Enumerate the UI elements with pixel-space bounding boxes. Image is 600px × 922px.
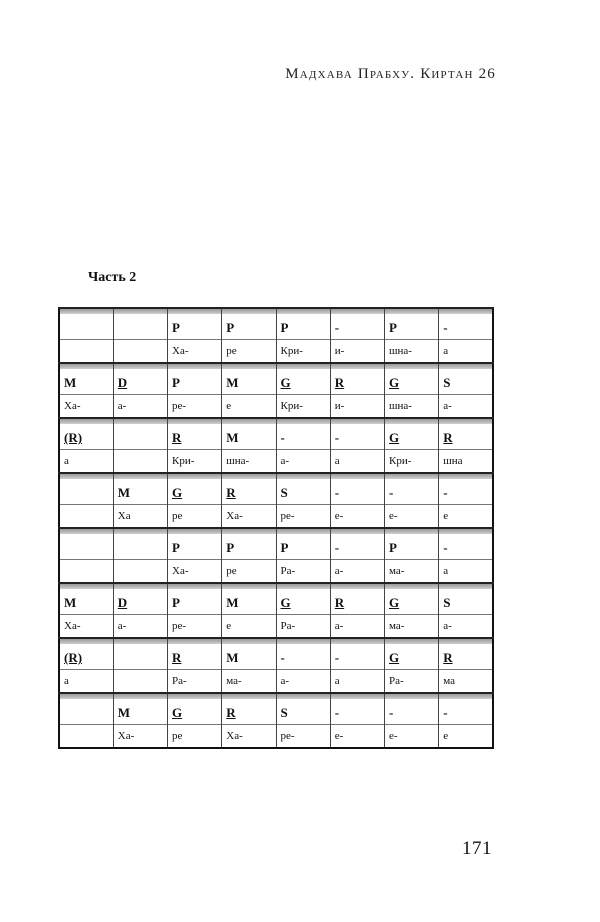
lyric-cell: а	[59, 670, 113, 694]
lyric-cell: Ха-	[222, 505, 276, 529]
swara-cell: P	[222, 528, 276, 560]
lyric-cell: е	[439, 505, 493, 529]
lyric-cell: а	[330, 450, 384, 474]
swara-cell: -	[276, 638, 330, 670]
lyric-cell: и-	[330, 340, 384, 364]
lyric-row	[59, 560, 493, 584]
lyric-cell	[113, 560, 167, 584]
lyric-cell: Ра-	[276, 560, 330, 584]
swara-cell: G	[385, 363, 439, 395]
swara-row	[59, 583, 493, 615]
lyric-cell: ма-	[385, 615, 439, 639]
lyric-cell	[113, 450, 167, 474]
swara-cell: R	[330, 363, 384, 395]
lyric-cell: Ра-	[276, 615, 330, 639]
swara-cell: -	[330, 638, 384, 670]
swara-cell: G	[385, 418, 439, 450]
swara-cell: (R)	[59, 418, 113, 450]
swara-cell: M	[59, 363, 113, 395]
swara-cell: -	[439, 528, 493, 560]
lyric-cell	[59, 560, 113, 584]
swara-cell: (R)	[59, 638, 113, 670]
swara-cell	[59, 693, 113, 725]
swara-cell	[59, 473, 113, 505]
swara-row	[59, 693, 493, 725]
swara-cell: P	[168, 308, 222, 340]
swara-cell: R	[168, 638, 222, 670]
swara-cell: G	[385, 583, 439, 615]
lyric-cell: шна-	[222, 450, 276, 474]
swara-cell: M	[222, 363, 276, 395]
lyric-cell: е-	[385, 505, 439, 529]
swara-cell: P	[222, 308, 276, 340]
swara-cell: M	[113, 693, 167, 725]
swara-cell: P	[276, 528, 330, 560]
swara-cell: S	[439, 583, 493, 615]
lyric-cell: ре-	[276, 725, 330, 749]
lyric-cell: шна-	[385, 340, 439, 364]
lyric-cell: а	[330, 670, 384, 694]
lyric-cell: Ра-	[168, 670, 222, 694]
swara-cell: S	[276, 693, 330, 725]
lyric-cell: Ха-	[59, 615, 113, 639]
lyric-cell: е-	[385, 725, 439, 749]
page-number: 171	[462, 838, 492, 859]
lyric-cell: ма	[439, 670, 493, 694]
lyric-cell	[59, 725, 113, 749]
swara-cell	[113, 308, 167, 340]
swara-cell: R	[222, 473, 276, 505]
swara-cell: D	[113, 363, 167, 395]
swara-cell: R	[168, 418, 222, 450]
swara-cell: G	[276, 583, 330, 615]
swara-row	[59, 363, 493, 395]
swara-row	[59, 308, 493, 340]
swara-cell: P	[168, 528, 222, 560]
lyric-cell: а	[439, 560, 493, 584]
swara-cell: R	[222, 693, 276, 725]
swara-cell: M	[222, 418, 276, 450]
lyric-cell	[113, 670, 167, 694]
lyric-cell: ма-	[385, 560, 439, 584]
swara-cell: -	[439, 308, 493, 340]
lyric-cell: шна-	[385, 395, 439, 419]
lyric-cell: Ха-	[168, 560, 222, 584]
lyric-cell: ре	[168, 505, 222, 529]
notation-body	[59, 308, 493, 748]
lyric-cell: ма-	[222, 670, 276, 694]
lyric-cell: Кри-	[276, 340, 330, 364]
swara-cell: P	[168, 583, 222, 615]
swara-cell: G	[168, 473, 222, 505]
swara-cell: G	[168, 693, 222, 725]
lyric-row	[59, 670, 493, 694]
lyric-cell: е	[439, 725, 493, 749]
lyric-cell: Ха-	[113, 725, 167, 749]
swara-cell: -	[276, 418, 330, 450]
lyric-cell: Ха	[113, 505, 167, 529]
swara-cell: P	[385, 308, 439, 340]
swara-cell: M	[59, 583, 113, 615]
lyric-cell: а-	[113, 615, 167, 639]
swara-cell: R	[330, 583, 384, 615]
swara-row	[59, 528, 493, 560]
lyric-cell: ре-	[168, 615, 222, 639]
swara-cell: S	[439, 363, 493, 395]
lyric-cell	[113, 340, 167, 364]
swara-cell: S	[276, 473, 330, 505]
lyric-cell: а	[439, 340, 493, 364]
lyric-cell: а-	[330, 615, 384, 639]
swara-cell: -	[439, 473, 493, 505]
lyric-cell: Кри-	[168, 450, 222, 474]
swara-cell: M	[222, 638, 276, 670]
lyric-cell: а-	[439, 395, 493, 419]
swara-cell	[59, 308, 113, 340]
swara-cell: G	[385, 638, 439, 670]
swara-cell: M	[113, 473, 167, 505]
lyric-cell: а-	[330, 560, 384, 584]
lyric-cell: е	[222, 395, 276, 419]
lyric-cell: ре-	[168, 395, 222, 419]
swara-cell: -	[330, 308, 384, 340]
lyric-cell: шна	[439, 450, 493, 474]
swara-cell: M	[222, 583, 276, 615]
swara-row	[59, 473, 493, 505]
lyric-cell: и-	[330, 395, 384, 419]
lyric-cell: е-	[330, 725, 384, 749]
swara-cell: -	[385, 693, 439, 725]
lyric-cell: ре	[222, 340, 276, 364]
lyric-cell: а-	[276, 450, 330, 474]
swara-cell: P	[168, 363, 222, 395]
swara-cell: -	[330, 528, 384, 560]
swara-cell	[59, 528, 113, 560]
lyric-cell: Кри-	[385, 450, 439, 474]
swara-cell	[113, 638, 167, 670]
lyric-cell: Ра-	[385, 670, 439, 694]
lyric-row	[59, 395, 493, 419]
lyric-cell: Ха-	[222, 725, 276, 749]
swara-cell: P	[276, 308, 330, 340]
swara-row	[59, 418, 493, 450]
lyric-cell: е-	[330, 505, 384, 529]
swara-cell: G	[276, 363, 330, 395]
swara-cell: -	[330, 473, 384, 505]
lyric-cell: а-	[276, 670, 330, 694]
swara-cell: -	[385, 473, 439, 505]
lyric-cell: а-	[113, 395, 167, 419]
lyric-row	[59, 505, 493, 529]
swara-cell: -	[330, 693, 384, 725]
section-title: Часть 2	[88, 270, 137, 285]
swara-cell: R	[439, 418, 493, 450]
lyric-cell	[59, 505, 113, 529]
swara-cell: -	[330, 418, 384, 450]
swara-cell	[113, 528, 167, 560]
swara-cell	[113, 418, 167, 450]
running-header: Мадхава Прабху. Киртан 26	[285, 66, 496, 82]
lyric-cell: Кри-	[276, 395, 330, 419]
lyric-cell: е	[222, 615, 276, 639]
swara-cell: D	[113, 583, 167, 615]
swara-cell: P	[385, 528, 439, 560]
lyric-cell: а-	[439, 615, 493, 639]
lyric-cell: ре	[222, 560, 276, 584]
lyric-cell: а	[59, 450, 113, 474]
swara-row	[59, 638, 493, 670]
lyric-row	[59, 725, 493, 749]
lyric-cell	[59, 340, 113, 364]
lyric-cell: ре-	[276, 505, 330, 529]
lyric-row	[59, 615, 493, 639]
lyric-cell: ре	[168, 725, 222, 749]
swara-cell: -	[439, 693, 493, 725]
swara-cell: R	[439, 638, 493, 670]
lyric-cell: Ха-	[168, 340, 222, 364]
notation-table	[58, 307, 494, 749]
lyric-row	[59, 450, 493, 474]
lyric-cell: Ха-	[59, 395, 113, 419]
lyric-row	[59, 340, 493, 364]
